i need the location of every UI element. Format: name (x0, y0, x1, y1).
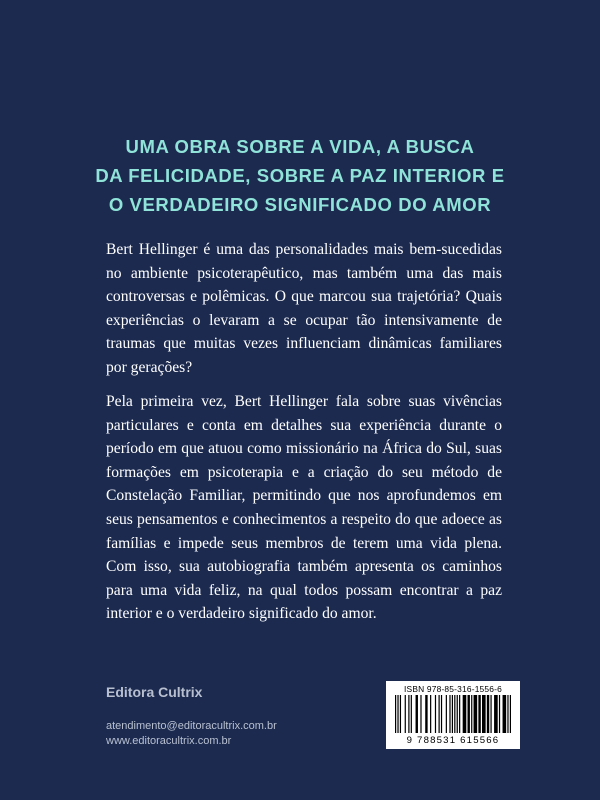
barcode-bar (439, 695, 440, 733)
barcode-bar (494, 695, 498, 733)
barcode-bar (420, 695, 421, 733)
headline (60, 132, 540, 219)
headline-line-3: O VERDADEIRO SIGNIFICADO DO AMOR (108, 194, 492, 215)
barcode-bar (474, 695, 478, 733)
barcode-bar (471, 695, 472, 733)
barcode-bar (468, 695, 470, 733)
barcode-bar (446, 695, 447, 733)
barcode-bar (416, 695, 418, 733)
barcode-bar (452, 695, 453, 733)
publisher-name: Editora Cultrix (106, 684, 203, 700)
barcode-box (386, 681, 520, 749)
barcode-bar (405, 695, 406, 733)
barcode-bar (408, 695, 409, 733)
barcode-number: 9 788531 615566 (406, 735, 500, 746)
body-paragraph-2: Pela primeira vez, Bert Hellinger fala sobre suas vivências particulares e conta em detalhes sua experiência durante o período em que atuou como missionário na África do Sul, suas formações em psicoterapia e a criação do seu método de Constelação Familiar, permitindo que nos aprofundemos em seus pensamentos e conhecimentos a respeito do que adoece as famílias e impede seus membros de terem uma vida plena. Com isso, sua autobiografia também apresenta os caminhos para uma vida feliz, na qual todos possam encontrar a paz interior e o verdadeiro significado do amor. (106, 393, 502, 623)
barcode-bar (459, 695, 460, 733)
barcode-bar (507, 695, 508, 733)
barcode-bar (435, 695, 436, 733)
isbn-label: ISBN 978-85-316-1556-6 (404, 684, 502, 694)
publisher-email: atendimento@editoracultrix.com.br (106, 720, 277, 732)
barcode-bar (400, 695, 401, 733)
barcode-bar (490, 695, 491, 733)
barcode-bar (395, 695, 396, 733)
barcode-bar (457, 695, 458, 733)
body-paragraph-1: Bert Hellinger é uma das personalidades mais bem-sucedidas no ambiente psicoterapêutico, mas também uma das mais controversas e polêmicas. O que marcou sua trajetória? Quais experiências o levaram a se ocupar tão intensivamente de traumas que muitas vezes influenciam dinâmicas familiares por gerações? (106, 241, 502, 376)
barcode-bar (478, 695, 480, 733)
headline-line-2: DA FELICIDADE, SOBRE A PAZ INTERIOR E (95, 165, 505, 186)
barcode-bar (454, 695, 455, 733)
barcode-bar (425, 695, 427, 733)
barcode-bar (487, 695, 489, 733)
barcode-bar (503, 695, 507, 733)
barcode-bar (397, 695, 398, 733)
barcode-bar (441, 695, 442, 733)
headline-line-1: UMA OBRA SOBRE A VIDA, A BUSCA (125, 136, 475, 157)
barcode-bar (449, 695, 450, 733)
barcode-bar (510, 695, 511, 733)
barcode-bar (499, 695, 500, 733)
barcode-bar (463, 695, 467, 733)
barcode-bar (411, 695, 412, 733)
publisher-website: www.editoracultrix.com.br (106, 735, 232, 747)
barcode-bar (430, 695, 431, 733)
barcode-bars (395, 695, 511, 733)
barcode-bar (482, 695, 486, 733)
